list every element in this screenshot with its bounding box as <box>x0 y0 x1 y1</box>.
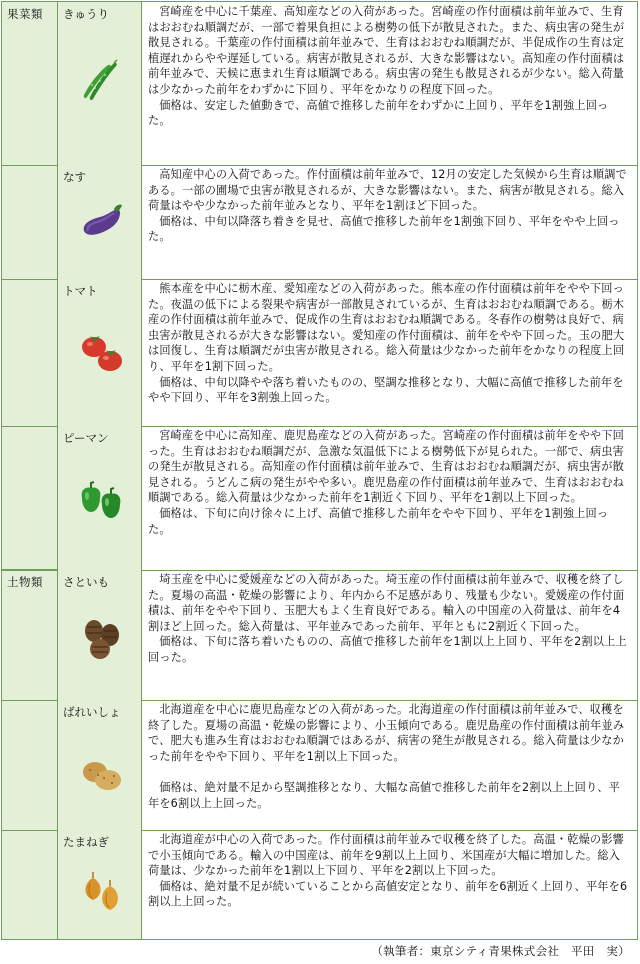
supply-paragraph: 北海道産が中心の入荷であった。作付面積は前年並みで収穫を終了した。高温・乾燥の影響で小玉傾向である。輸入の中国産は、前年を9割以上上回り、米国産が大幅に増加した。総入荷量は、少なかった前年を1割以上下回り、平年を2割以上下回った。 <box>148 833 624 878</box>
table-row-onion <box>2 830 637 939</box>
item-cell <box>58 570 142 700</box>
item-name: ピーマン <box>63 431 109 445</box>
item-name: ばれいしょ <box>63 705 121 719</box>
supply-paragraph: 熊本産を中心に栃木産、愛知産などの入荷があった。熊本産の作付面積は前年をやや下回った。夜温の低下による裂果や病害が一部散見されているが、生育はおおむね順調である。栃木産の作付面積は前年並みで、促成作の生育はおおむね順調である。冬春作の樹勢は良好で、病虫害が散見されるが大きな影響はない。愛知産の作付面積は、前年をやや下回った。玉の肥大は回復し、生育は順調だが虫害が散見される。総入荷量は少なかった前年をかなりの程度上回り、平年を1割下回った。 <box>148 282 625 373</box>
taro-icon <box>78 615 126 663</box>
item-description <box>148 572 630 666</box>
item-name: きゅうり <box>63 7 109 21</box>
cucumber-icon <box>78 57 126 105</box>
item-description <box>148 167 630 245</box>
supply-paragraph: 高知産中心の入荷であった。作付面積は前年並みで、12月の安定した気候から生育は順調である。一部の圃場で虫害が散見されるが、大きな影響はない。また、病害が散見される。総入荷量はやや少なかった前年並みとなり、平年を1割ほど下回った。 <box>148 168 627 213</box>
item-cell <box>58 2 142 165</box>
table-row-taro <box>2 570 637 701</box>
price-paragraph: 価格は、下旬に落ち着いたものの、高値で推移した前年を1割以上上回り、平年を2割以上上回った。 <box>148 635 627 664</box>
tomato-icon <box>78 329 126 377</box>
item-cell <box>58 700 142 830</box>
bell-pepper-icon <box>78 476 126 524</box>
table-row-cucumber <box>2 2 637 166</box>
price-paragraph: 価格は、下旬に向け徐々に上げ、高値で推移した前年をやや下回り、平年を1割強上回った。 <box>148 506 609 536</box>
table-row-potato <box>2 700 637 831</box>
item-name: トマト <box>63 284 98 298</box>
potato-icon <box>78 750 126 798</box>
price-paragraph: 価格は、中旬以降やや落ち着いたものの、堅調な推移となり、大幅に高値で推移した前年をやや下回り、平年を3割強上回った。 <box>148 375 624 405</box>
table-row-eggplant <box>2 165 637 280</box>
item-description <box>148 832 630 910</box>
item-description <box>148 4 630 129</box>
item-cell <box>58 279 142 426</box>
item-name: なす <box>63 170 86 184</box>
category-label: 土物類 <box>7 575 43 589</box>
item-name: たまねぎ <box>63 835 109 849</box>
item-description <box>148 702 630 811</box>
price-paragraph: 価格は、安定した値動きで、高値で推移した前年をわずかに上回り、平年を1割強上回った。 <box>148 98 609 128</box>
item-description <box>148 281 630 406</box>
supply-paragraph: 埼玉産を中心に愛媛産などの入荷があった。埼玉産の作付面積は前年並みで、収穫を終了した。夏場の高温・乾燥の影響により、年内から不足感があり、残量も少ない。愛媛産の作付面積は、前年をやや下回り、玉肥大もよく生育良好である。輸入の中国産の入荷量は、前年を4割ほど上回った。総入荷量は、平年並みであった前年、平年ともに2割近く下回った。 <box>148 573 625 633</box>
category-label: 果菜類 <box>7 7 43 21</box>
price-paragraph: 価格は、中旬以降落ち着きを見せ、高値で推移した前年を1割強下回り、平年をやや上回った。 <box>148 214 620 244</box>
vegetable-report-table <box>1 1 638 940</box>
price-paragraph: 価格は、絶対量不足が続いていることから高値安定となり、前年を6割近く上回り、平年を6割以上上回った。 <box>148 879 628 909</box>
table-row-tomato <box>2 279 637 427</box>
supply-paragraph: 宮崎産を中心に千葉産、高知産などの入荷があった。宮崎産の作付面積は前年並みで、生育はおおむね順調だが、一部で着果負担による樹勢の低下が散見された。また、病虫害の発生が散見される。千葉産の作付面積は前年並みで、生育はおおむね順調だが、半促成作の生育は定植遅れからやや遅延している。病害が散見されるが、大きな影響はない。高知産の作付面積は前年並みで、天候に恵まれ生育は順調である。病虫害の発生も散見されるが少ない。総入荷量は少なかった前年をわずかに下回り、平年をかなりの程度下回った。 <box>148 5 625 96</box>
table-row-bell-pepper <box>2 426 637 571</box>
item-cell <box>58 165 142 279</box>
item-description <box>148 428 630 537</box>
supply-paragraph: 北海道産を中心に鹿児島産などの入荷があった。北海道産の作付面積は前年並みで、収穫を終了した。夏場の高温・乾燥の影響により、小玉傾向である。鹿児島産の作付面積は前年並みで、肥大も進み生育はおおむね順調ではあるが、病害の発生が散見される。総入荷量は少なかった前年をやや下回り、平年を1割以上下回った。 <box>148 703 625 763</box>
onion-icon <box>78 868 126 916</box>
supply-paragraph: 宮崎産を中心に高知産、鹿児島産などの入荷があった。宮崎産の作付面積は前年をやや下回った。生育はおおむね順調だが、急激な気温低下による樹勢低下が見られた。一部で、病虫害の発生が散見される。高知産の作付面積は前年並みで、生育はおおむね順調だが、病虫害が散見される。うどんこ病の発生がやや多い。鹿児島産の作付面積は前年並みで、生育はおおむね順調である。総入荷量は少なかった前年を1割近く下回り、平年を1割以上下回った。 <box>148 429 624 505</box>
item-cell <box>58 426 142 570</box>
author-credit: （執筆者：東京シティ青果株式会社 平田 実） <box>371 944 630 958</box>
price-paragraph: 価格は、絶対量不足から堅調推移となり、大幅な高値で推移した前年を2割以上上回り、平年を6割以上上回った。 <box>148 780 620 810</box>
item-cell <box>58 830 142 939</box>
eggplant-icon <box>78 195 126 243</box>
item-name: さといも <box>63 575 109 589</box>
